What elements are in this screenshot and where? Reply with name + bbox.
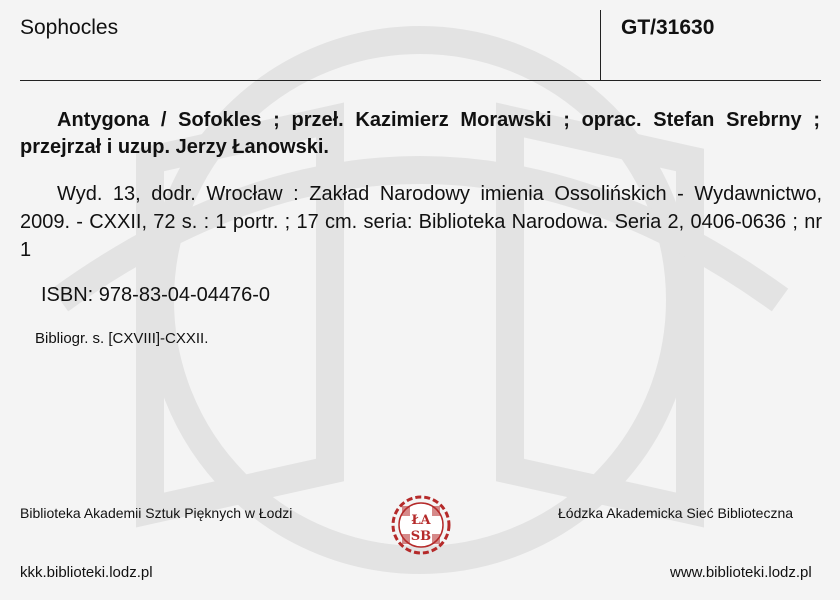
header-divider-horizontal — [20, 80, 821, 81]
network-link[interactable]: www.biblioteki.lodz.pl — [670, 564, 812, 581]
edition-publication-series: Wyd. 13, dodr. Wrocław : Zakład Narodowy imienia Ossolińskich - Wydawnictwo, 2009. - CXXII, 72 s. : 1 portr. ; 17 cm. seria: Biblioteka Narodowa. Seria 2, 0406-0636 ; nr 1 — [20, 183, 822, 261]
catalog-link[interactable]: kkk.biblioteki.lodz.pl — [20, 564, 153, 581]
title-statement: Antygona / Sofokles ; przeł. Kazimierz Morawski ; oprac. Stefan Srebrny ; przejrzał i uzup. Jerzy Łanowski. — [20, 109, 820, 158]
footer-library-name: Biblioteka Akademii Sztuk Pięknych w Łodzi — [20, 505, 293, 521]
bibliography-note: Bibliogr. s. [CXVIII]-CXXII. — [35, 330, 209, 347]
footer-network-name: Łódzka Akademicka Sieć Biblioteczna — [558, 505, 794, 521]
header-divider-vertical — [600, 10, 601, 80]
isbn: ISBN: 978-83-04-04476-0 — [41, 284, 271, 306]
author-heading: Sophocles — [20, 16, 119, 39]
logo-text-top: ŁA — [411, 513, 431, 528]
lasb-logo — [388, 494, 454, 556]
call-number: GT/31630 — [621, 16, 715, 39]
logo-text-bottom: SB — [410, 529, 432, 544]
